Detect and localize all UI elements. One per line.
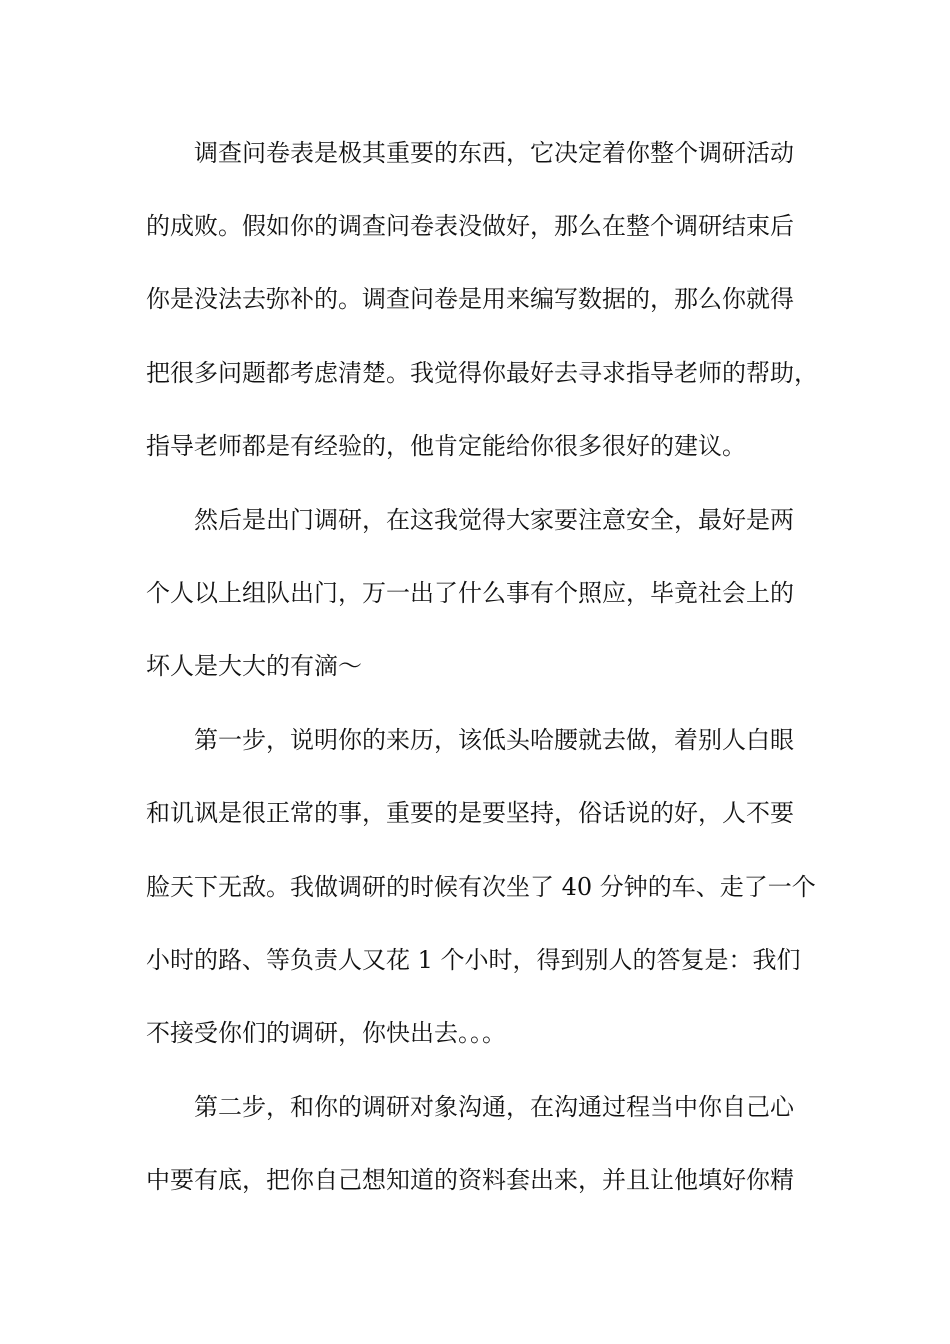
- paragraph-1-line-1: 调查问卷表是极其重要的东西，它决定着你整个调研活动: [194, 139, 794, 167]
- paragraph-1-line-5: 指导老师都是有经验的，他肯定能给你很多很好的建议。: [146, 432, 746, 460]
- paragraph-3-line-2: 和讥讽是很正常的事，重要的是要坚持，俗话说的好，人不要: [146, 799, 794, 827]
- paragraph-2-line-1: 然后是出门调研，在这我觉得大家要注意安全，最好是两: [194, 506, 794, 534]
- paragraph-3-line-4: 小时的路、等负责人又花 1 个小时，得到别人的答复是：我们: [146, 946, 801, 974]
- paragraph-2-line-2: 个人以上组队出门，万一出了什么事有个照应，毕竟社会上的: [146, 579, 794, 607]
- paragraph-3-line-3: 脸天下无敌。我做调研的时候有次坐了 40 分钟的车、走了一个: [146, 873, 816, 901]
- paragraph-3-line-1: 第一步，说明你的来历，该低头哈腰就去做，着别人白眼: [194, 726, 794, 754]
- paragraph-4-line-1: 第二步，和你的调研对象沟通，在沟通过程当中你自己心: [194, 1093, 794, 1121]
- paragraph-1-line-3: 你是没法去弥补的。调查问卷是用来编写数据的，那么你就得: [146, 285, 794, 313]
- paragraph-1-line-2: 的成败。假如你的调查问卷表没做好，那么在整个调研结束后: [146, 212, 794, 240]
- paragraph-1-line-4: 把很多问题都考虑清楚。我觉得你最好去寻求指导老师的帮助，: [146, 359, 818, 387]
- paragraph-4-line-2: 中要有底，把你自己想知道的资料套出来，并且让他填好你精: [146, 1166, 794, 1194]
- paragraph-3-line-5: 不接受你们的调研，你快出去。。。: [146, 1019, 506, 1047]
- paragraph-2-line-3: 坏人是大大的有滴～: [146, 652, 362, 680]
